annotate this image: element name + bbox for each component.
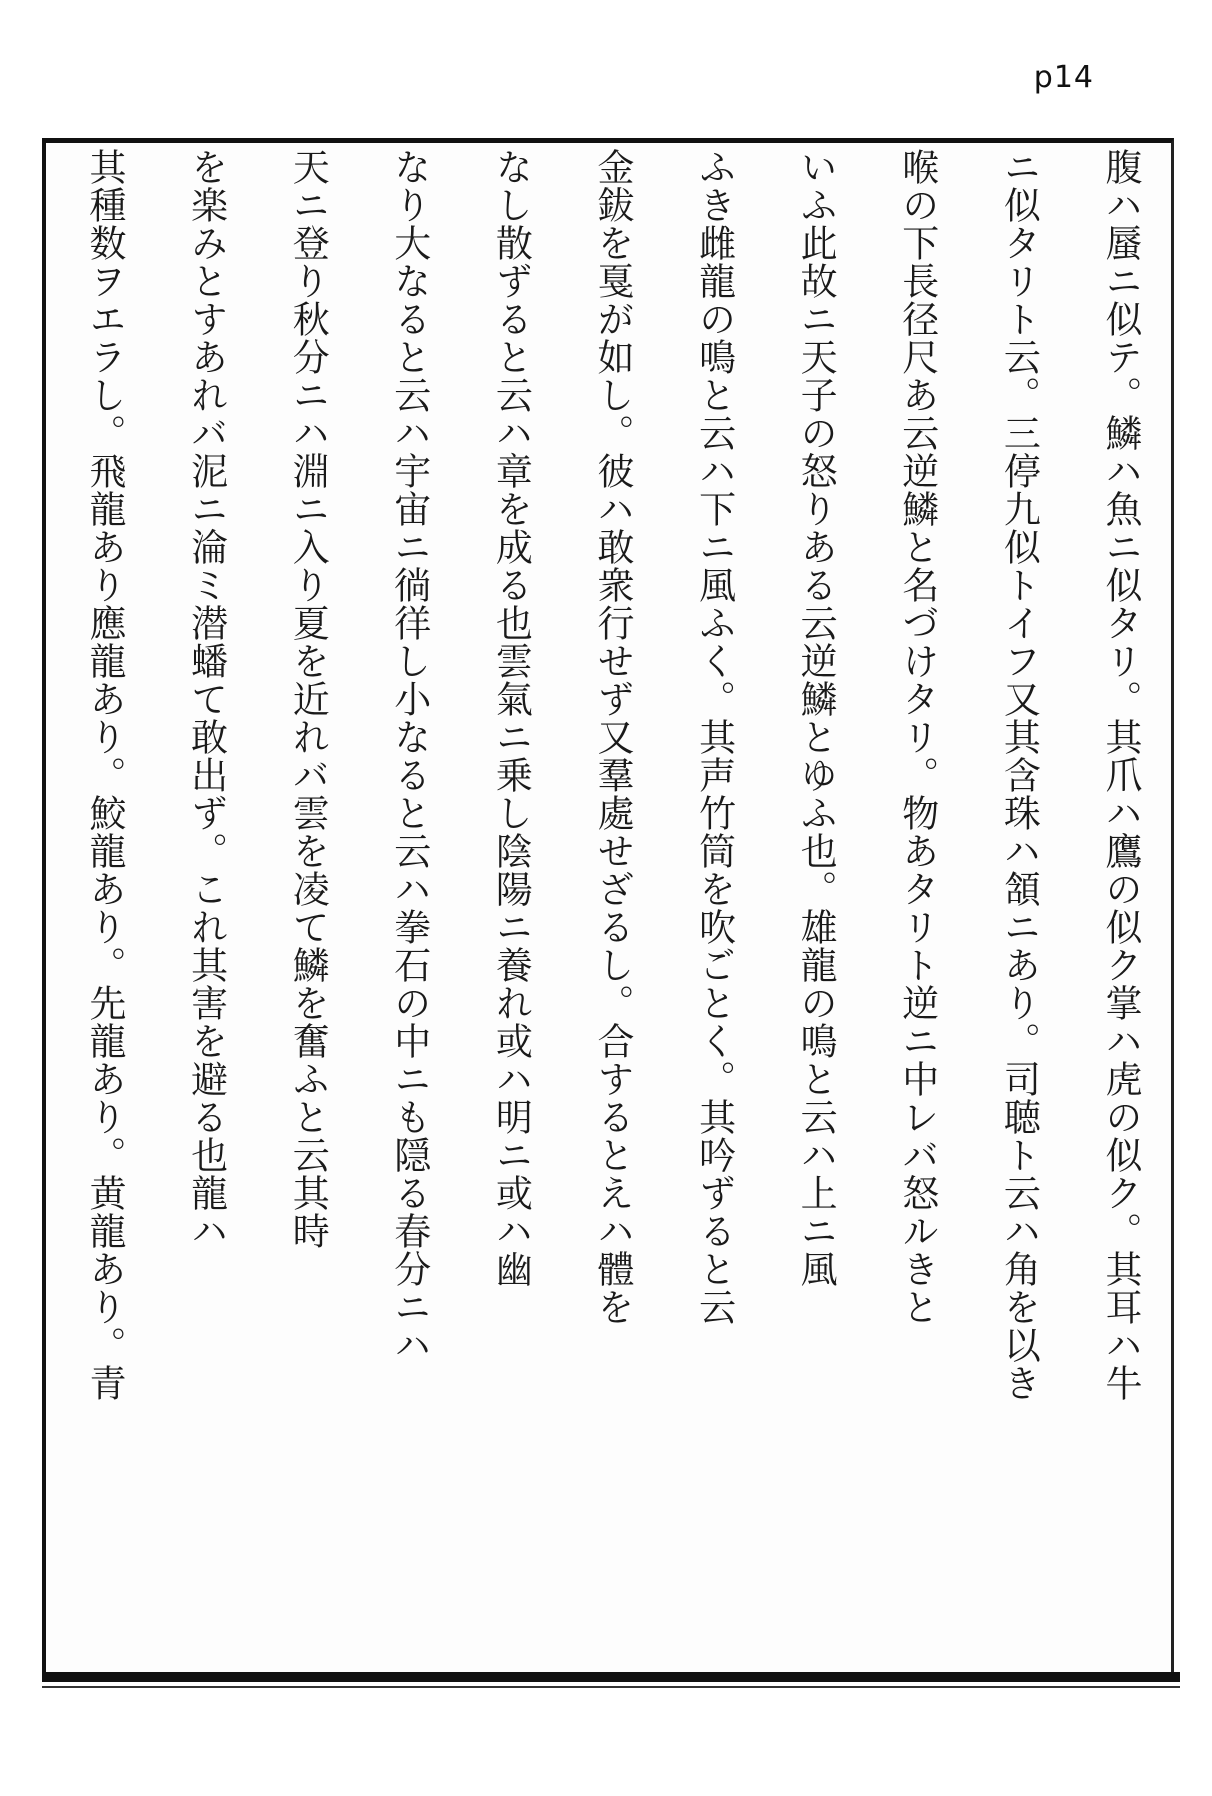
text-column: なり大なると云ハ宇宙ニ徜徉し小なると云ハ拳石の中ニも隠る春分ニハ [387,148,431,1364]
text-column: を楽みとすあれバ泥ニ淪ミ潜蟠て敢出ず。これ其害を避る也龍ハ [184,148,228,1250]
text-column: 其種数ヲエラし。飛龍あり應龍あり。鮫龍あり。先龍あり。黄龍あり。青 [83,148,126,1402]
bottom-border-thick [42,1672,1180,1682]
text-column: 金鈸を戛が如し。彼ハ敢衆行せず又羣處せざるし。合するとえハ體を [590,148,634,1326]
text-column: ふき雌龍の鳴と云ハ下ニ風ふく。其声竹筒を吹ごとく。其吟ずると云 [692,148,736,1326]
text-column: なし散ずると云ハ章を成る也雲氣ニ乗し陰陽ニ養れ或ハ明ニ或ハ幽 [489,148,533,1288]
text-column: 喉の下長径尺あ云逆鱗と名づけタリ。物あタリト逆ニ中レバ怒ルきと [895,148,939,1326]
text-column: 天ニ登り秋分ニハ淵ニ入り夏を近れバ雲を凌て鱗を奮ふと云其時 [286,148,330,1250]
text-column: 腹ハ蜃ニ似テ。鱗ハ魚ニ似タリ。其爪ハ鷹の似ク掌ハ虎の似ク。其耳ハ牛 [1098,148,1142,1402]
bottom-border-thin [42,1686,1180,1688]
text-column: いふ此故ニ天子の怒りある云逆鱗とゆふ也。雄龍の鳴と云ハ上ニ風 [794,148,838,1288]
vertical-text-body [62,148,1162,1664]
page-number: p14 [1033,60,1094,95]
text-column: ニ似タリト云。三停九似トイフ又其含珠ハ頷ニあり。司聴ト云ハ角を以き [997,148,1041,1402]
